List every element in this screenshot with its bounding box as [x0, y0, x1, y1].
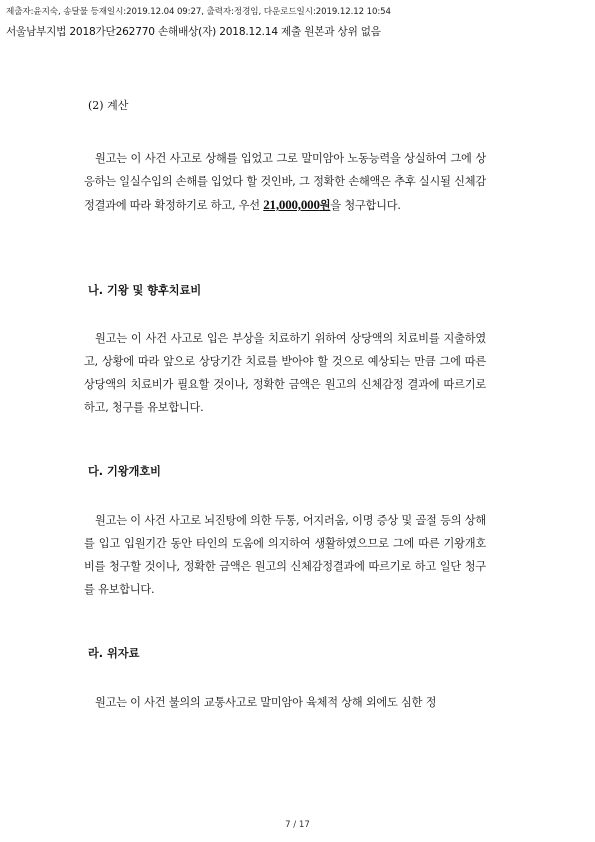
claim-amount [263, 198, 330, 212]
section-consolation-heading: 라. 위자료 [88, 647, 140, 660]
claim-amount-number: 21,000,000 [263, 197, 320, 212]
submission-meta-line: 제출자:윤지숙, 송달물 등재일시:2019.12.04 09:27, 출력자:정경임, 다운로드일시:2019.12.12 10:54 [6, 7, 391, 17]
case-info-line: 서울남부지법 2018가단262770 손해배상(자) 2018.12.14 제출 원본과 상위 없음 [6, 26, 381, 38]
page-number: 7 / 17 [285, 820, 310, 830]
section-medical-expenses-heading: 나. 기왕 및 향후치료비 [88, 284, 202, 297]
paragraph-consolation: 원고는 이 사건 불의의 교통사고로 말미암아 육체적 상해 외에도 심한 정 [95, 696, 437, 709]
paragraph-lost-income-tail: 을 청구합니다. [330, 199, 401, 212]
paragraph-nursing-cost: 원고는 이 사건 사고로 뇌진탕에 의한 두통, 어지러움, 이명 증상 및 골절 등의 상해를 입고 입원기간 동안 타인의 도움에 의지하여 생활하였으므로 그에 따른 기왕개호비를 청구할 것이나, 정확한 금액은 원고의 신체감정결과에 따르기로 하고 일단 청구를 유보합니다. [84, 514, 486, 596]
paragraph-lost-income [84, 147, 486, 217]
paragraph-medical-expenses: 원고는 이 사건 사고로 입은 부상을 치료하기 위하여 상당액의 치료비를 지출하였고, 상황에 따라 앞으로 상당기간 치료를 받아야 할 것으로 예상되는 만큼 그에 따른 상당액의 치료비가 필요할 것이나, 정확한 금액은 원고의 신체감정 결과에 따르기로 하고, 청구를 유보합니다. [84, 332, 486, 414]
claim-amount-unit: 원 [319, 198, 331, 212]
paragraph-lost-income-text: 원고는 이 사건 사고로 상해를 입었고 그로 말미암아 노동능력을 상실하여 그에 상응하는 일실수입의 손해를 입었다 할 것인바, 그 정확한 손해액은 추후 실시될 신체감정결과에 따라 확정하기로 하고, 우선 [84, 152, 486, 212]
section-nursing-cost-heading: 다. 기왕개호비 [88, 465, 161, 478]
subsection-calc-heading: (2) 계산 [88, 99, 129, 112]
